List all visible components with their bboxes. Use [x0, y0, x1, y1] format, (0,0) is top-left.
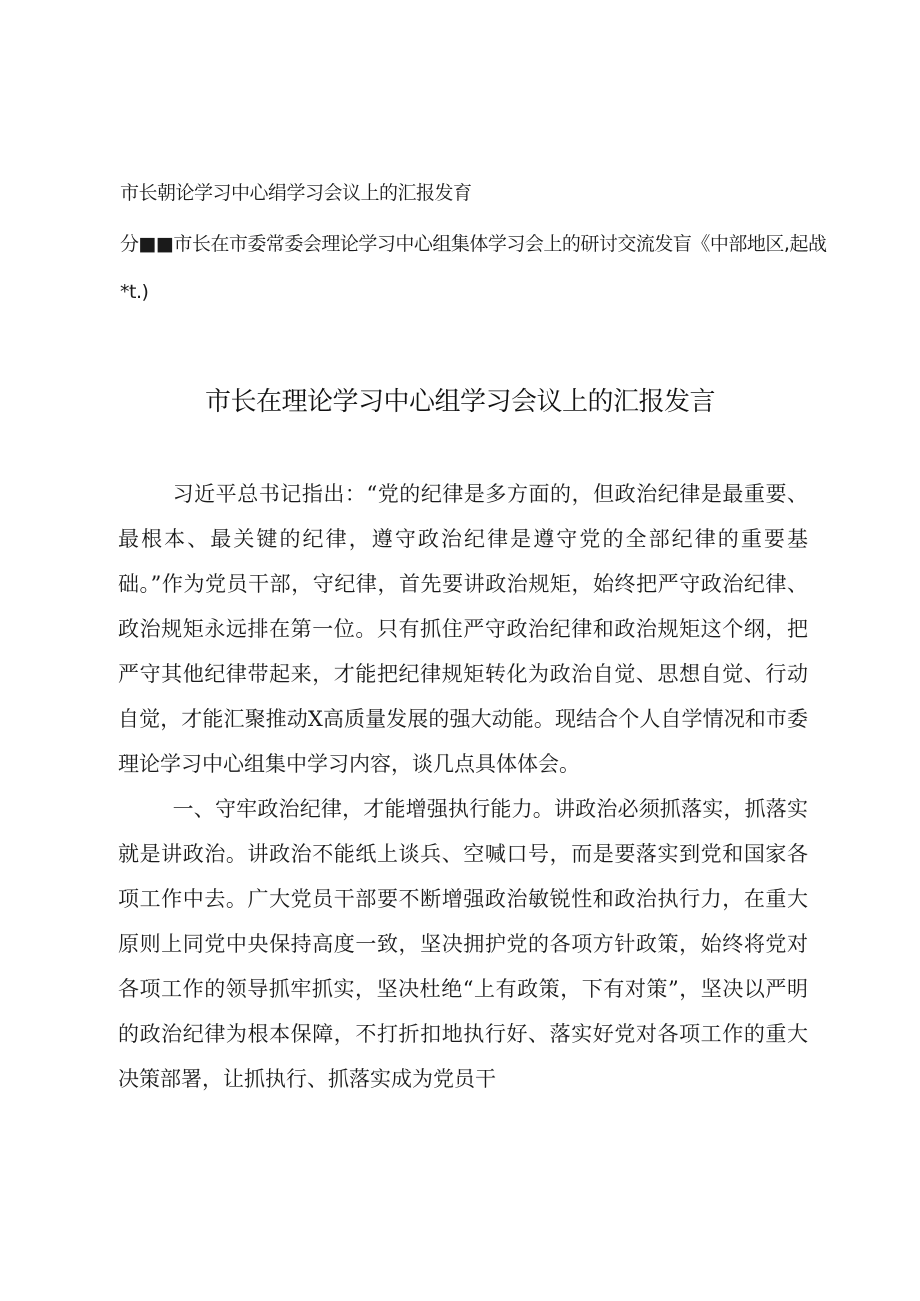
toc-item-1[interactable]: 市长朝论学习中心绢学习会议上的汇报发育 [120, 182, 472, 204]
document-title: 市长在理论学习中心组学习会议上的汇报发言 [204, 387, 715, 417]
toc-item-2[interactable]: 分■■市长在市委常委会理论学习中心组集体学习会上的研讨交流发盲《中部地区,起战 [120, 233, 827, 255]
document-body [118, 472, 808, 1102]
toc-item-2-continued[interactable]: *t.) [120, 281, 149, 303]
paragraph-intro: 习近平总书记指出：“党的纪律是多方面的，但政治纪律是最重要、最根本、最关键的纪律，遵守政治纪律是遵守党的全部纪律的重要基础。”作为党员干部，守纪律，首先要讲政治规矩，始终把严守政治纪律、政治规矩永远排在第一位。只有抓住严守政治纪律和政治规矩这个纲，把严守其他纪律带起来，才能把纪律规矩转化为政治自觉、思想自觉、行动自觉，才能汇聚推动X高质量发展的强大动能。现结合个人自学情况和市委理论学习中心组集中学习内容，谈几点具体体会。 [118, 482, 808, 776]
paragraph-section-1: 一、守牢政治纪律，才能增强执行能力。讲政治必须抓落实，抓落实就是讲政治。讲政治不能纸上谈兵、空喊口号，而是要落实到党和国家各项工作中去。广大党员干部要不断增强政治敏锐性和政治执行力，在重大原则上同党中央保持高度一致，坚决拥护党的各项方针政策，始终将党对各项工作的领导抓牢抓实，坚决杜绝“上有政策，下有对策”，坚决以严明的政治纪律为根本保障，不打折扣地执行好、落实好党对各项工作的重大决策部署，让抓执行、抓落实成为党员干 [118, 797, 808, 1091]
